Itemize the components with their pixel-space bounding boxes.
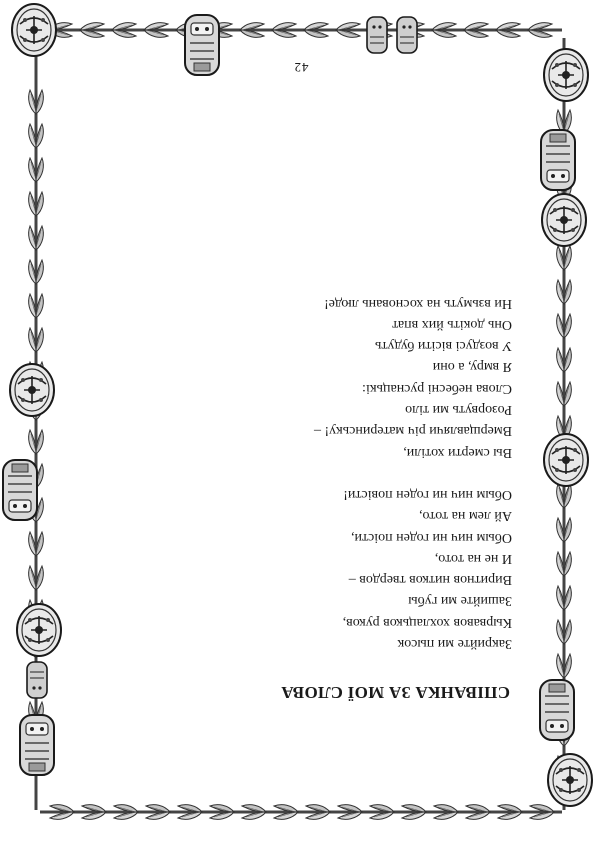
- poem-line: Слова небесні руснацькі:: [362, 380, 512, 396]
- carved-figure-icon: [27, 662, 47, 698]
- poem-line: Виритнов нитков твердов –: [348, 572, 512, 588]
- poem-line: Обым нич ни годен поісти,: [350, 529, 512, 545]
- pysanka-egg-icon: [10, 364, 54, 416]
- carved-figure-icon: [20, 715, 54, 775]
- poem-line: Зашийте ми губы: [408, 593, 512, 609]
- poem-line: И не на тото,: [434, 550, 512, 566]
- pysanka-egg-icon: [542, 194, 586, 246]
- poem-line: У воздусі вісіти будуть: [375, 338, 512, 354]
- poem-line: Вы смерти хотіли,: [403, 444, 512, 460]
- bottom-garland: [40, 23, 562, 38]
- pysanka-egg-icon: [548, 754, 592, 806]
- poem-line: Обым нич ни годен повісти!: [343, 486, 512, 502]
- poem-line: Закрийте ми пысок: [397, 636, 512, 651]
- stanza: [314, 292, 512, 462]
- poem-line: Вмерщавлячи річ материнську! –: [313, 423, 512, 439]
- poem-line: Розорвуть ми тіло: [405, 402, 512, 418]
- stanza: [314, 484, 512, 654]
- pysanka-egg-icon: [544, 434, 588, 486]
- page-number: 42: [293, 60, 309, 75]
- poem-line: Онь докіть йих впат: [392, 316, 512, 332]
- carved-figure-icon: [367, 17, 387, 53]
- pysanka-egg-icon: [544, 49, 588, 101]
- poem-line: Ай лем на тото,: [418, 508, 512, 524]
- top-garland: [40, 805, 562, 820]
- carved-figure-icon: [397, 17, 417, 53]
- poem-title: СПІВАНКА ЗА МОЇ СЛОВА: [281, 683, 510, 702]
- poem-body: [314, 292, 512, 654]
- poem-line: Я вмру, а они: [432, 359, 512, 375]
- pysanka-egg-icon: [12, 4, 56, 56]
- carved-figure-icon: [3, 460, 37, 520]
- carved-figure-icon: [540, 680, 574, 740]
- pysanka-egg-icon: [17, 604, 61, 656]
- carved-figure-icon: [541, 130, 575, 190]
- poem-line: Ни взьмуть на хосновань люде!: [324, 295, 512, 311]
- poem-line: Кырвавов хохлацьков руков,: [342, 614, 512, 630]
